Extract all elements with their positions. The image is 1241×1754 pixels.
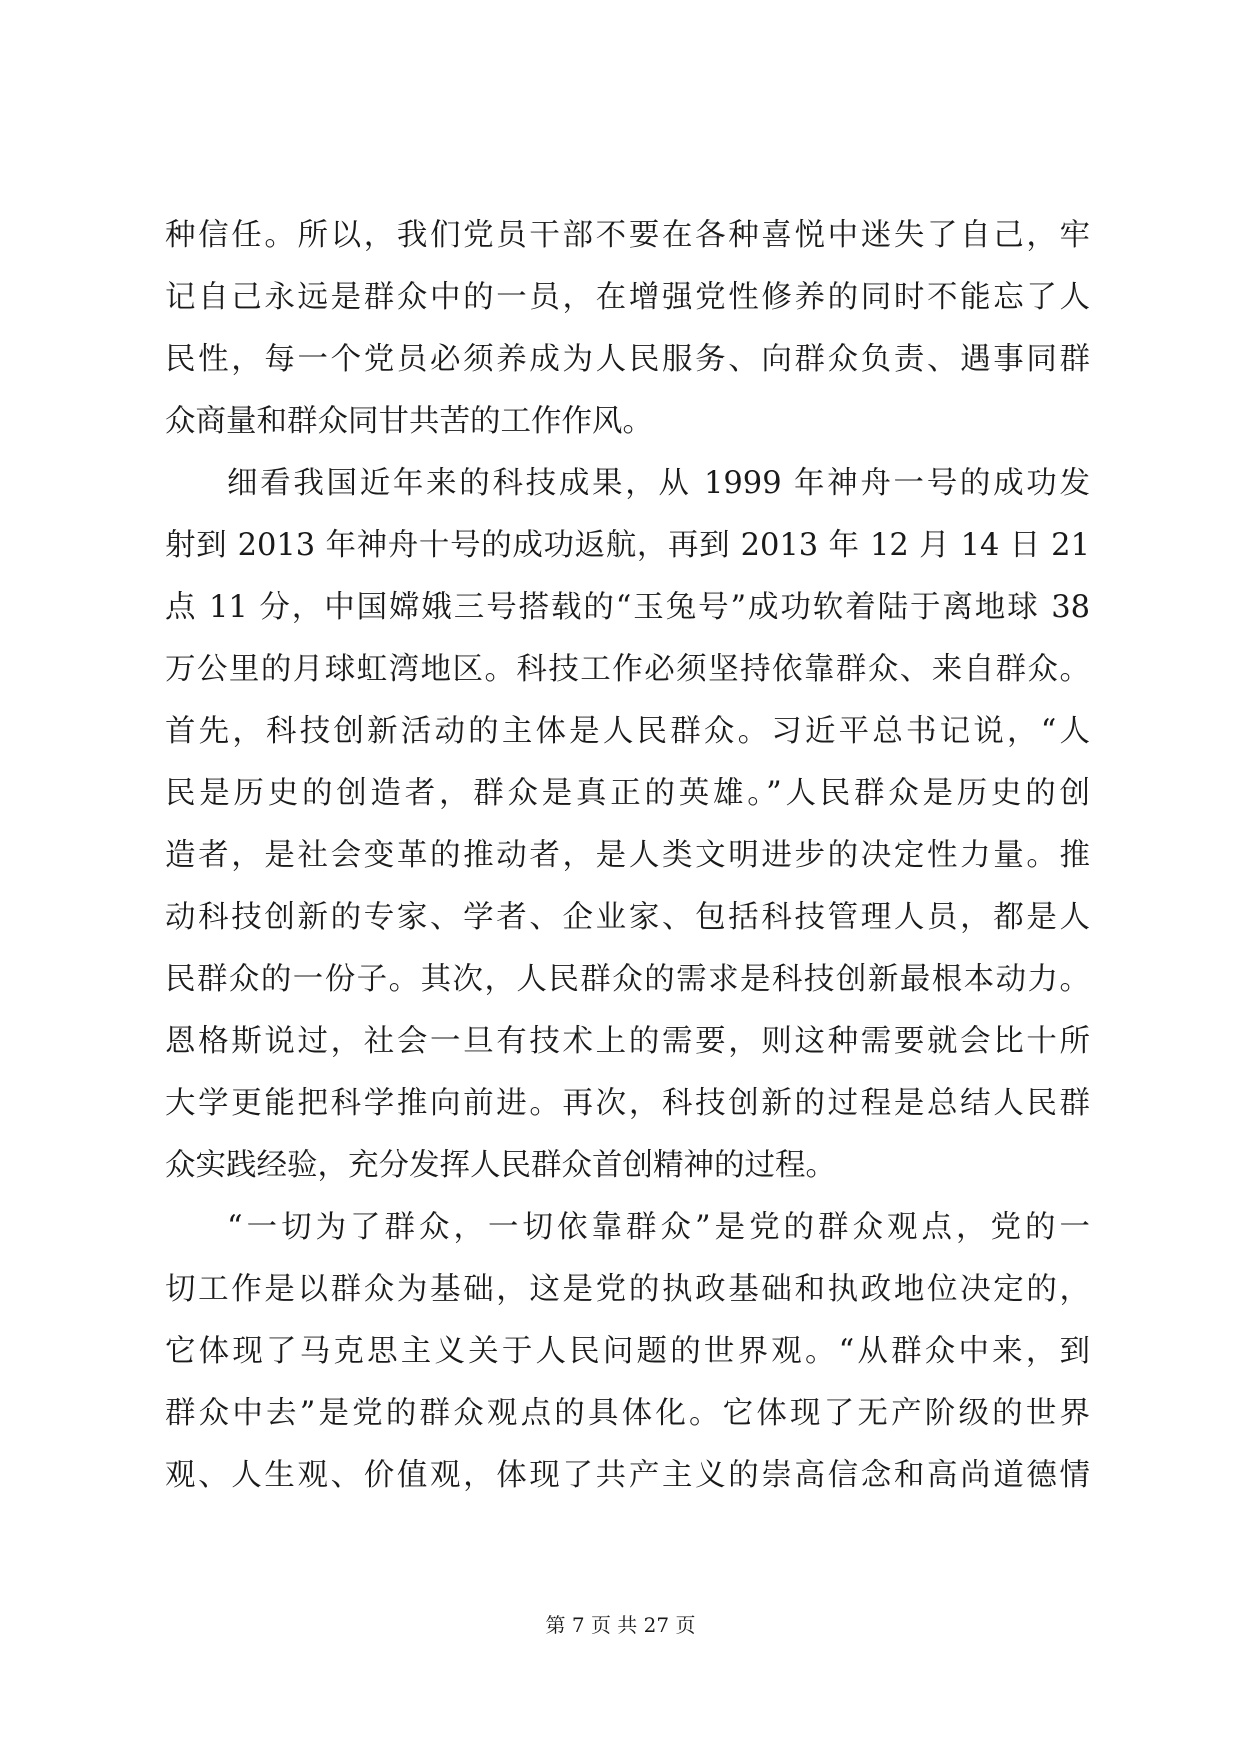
text-line: 种信任。所以，我们党员干部不要在各种喜悦中迷失了自己，牢 — [165, 218, 1090, 253]
text-line: 记自己永远是群众中的一员，在增强党性修养的同时不能忘了人 — [165, 280, 1090, 315]
text-line: 众实践经验，充分发挥人民群众首创精神的过程。 — [165, 1148, 836, 1183]
document-body — [165, 205, 1090, 1507]
paragraph-3 — [165, 1197, 1090, 1507]
text-line: 民性，每一个党员必须养成为人民服务、向群众负责、遇事同群 — [165, 342, 1090, 377]
text-line: 首先，科技创新活动的主体是人民群众。习近平总书记说，“人 — [165, 714, 1090, 749]
text-line: 细看我国近年来的科技成果，从 1999 年神舟一号的成功发 — [227, 466, 1090, 501]
text-line: 大学更能把科学推向前进。再次，科技创新的过程是总结人民群 — [165, 1086, 1090, 1121]
text-line: 恩格斯说过，社会一旦有技术上的需要，则这种需要就会比十所 — [165, 1024, 1090, 1059]
paragraph-1 — [165, 205, 1090, 453]
text-line: 它体现了马克思主义关于人民问题的世界观。“从群众中来，到 — [165, 1334, 1090, 1369]
text-line: 万公里的月球虹湾地区。科技工作必须坚持依靠群众、来自群众。 — [165, 652, 1090, 687]
text-line: 切工作是以群众为基础，这是党的执政基础和执政地位决定的， — [165, 1272, 1090, 1307]
text-line: 观、人生观、价值观，体现了共产主义的崇高信念和高尚道德情 — [165, 1458, 1090, 1493]
text-line: 民群众的一份子。其次，人民群众的需求是科技创新最根本动力。 — [165, 962, 1090, 997]
paragraph-2 — [165, 453, 1090, 1197]
text-line: 群众中去”是党的群众观点的具体化。它体现了无产阶级的世界 — [165, 1396, 1090, 1431]
text-line: “一切为了群众，一切依靠群众”是党的群众观点，党的一 — [227, 1210, 1090, 1245]
text-line: 射到 2013 年神舟十号的成功返航，再到 2013 年 12 月 14 日 21 — [165, 528, 1090, 563]
text-line: 造者，是社会变革的推动者，是人类文明进步的决定性力量。推 — [165, 838, 1090, 873]
text-line: 民是历史的创造者，群众是真正的英雄。”人民群众是历史的创 — [165, 776, 1090, 811]
text-line: 众商量和群众同甘共苦的工作作风。 — [165, 404, 653, 439]
text-line: 动科技创新的专家、学者、企业家、包括科技管理人员，都是人 — [165, 900, 1090, 935]
text-line: 点 11 分，中国嫦娥三号搭载的“玉兔号”成功软着陆于离地球 38 — [165, 590, 1090, 625]
page-number-footer: 第 7 页 共 27 页 — [545, 1613, 696, 1637]
